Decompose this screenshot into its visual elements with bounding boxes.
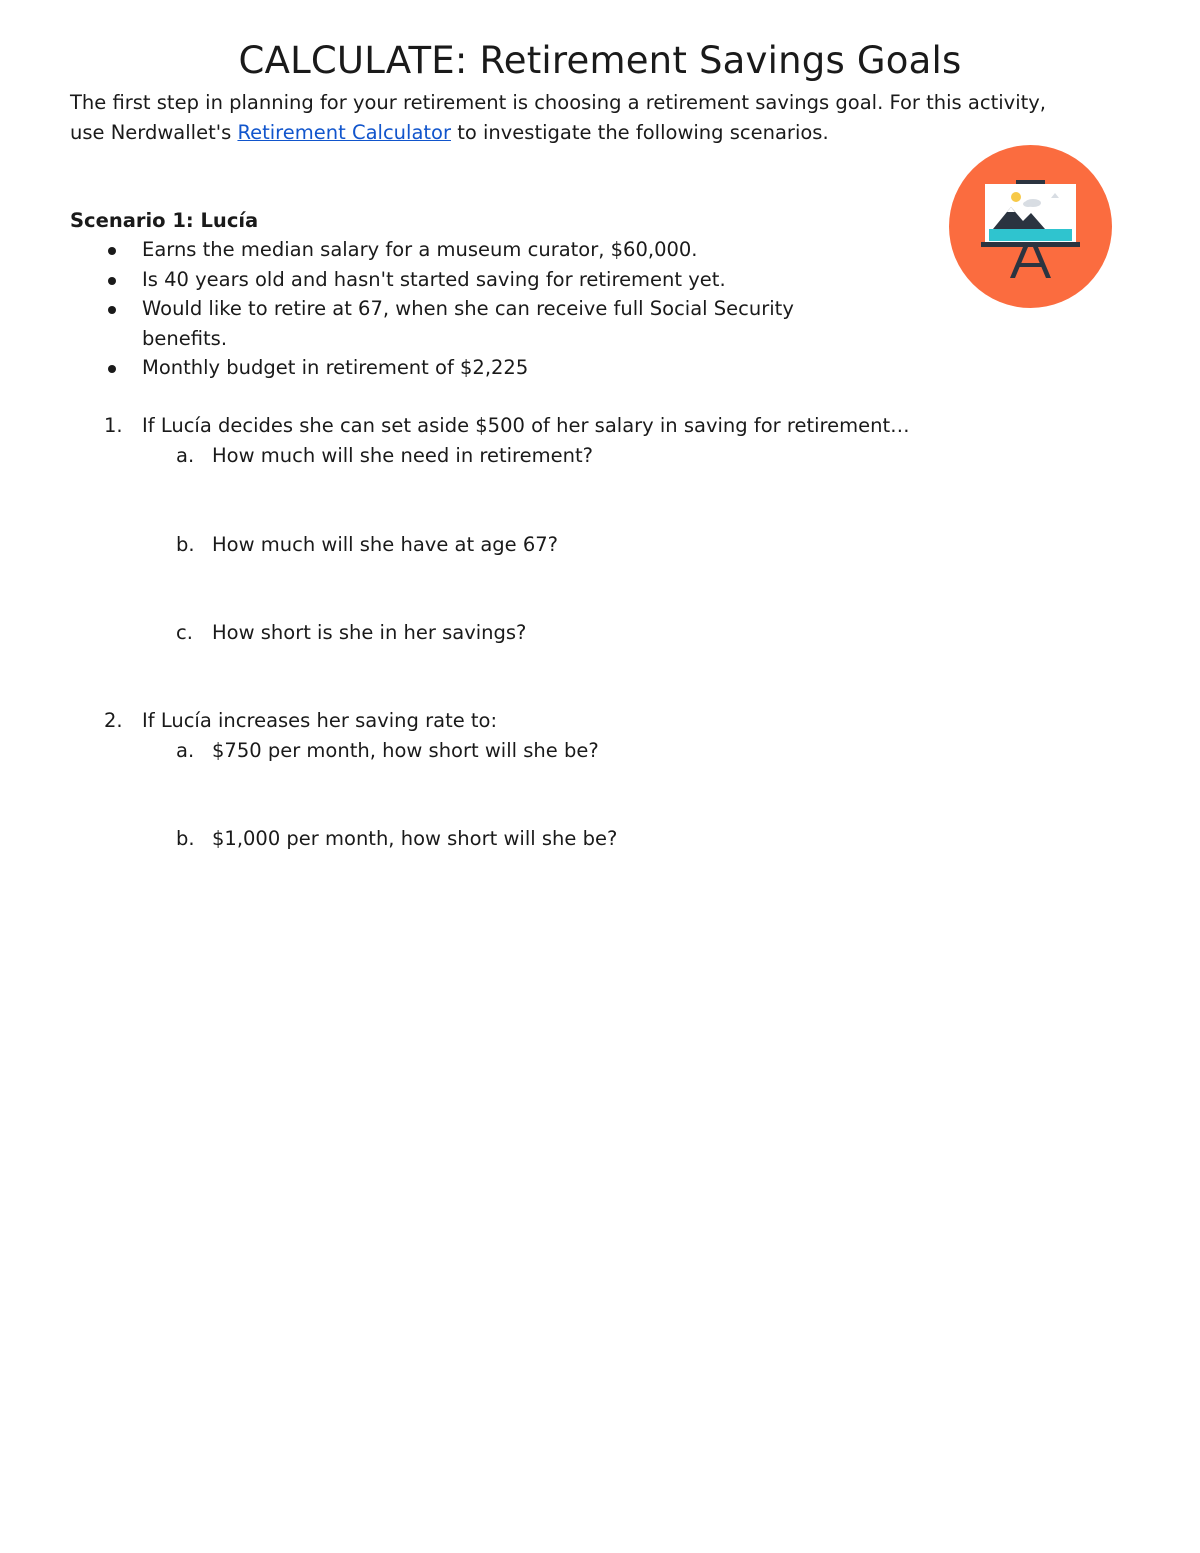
scenario-bullet-list [70, 235, 870, 383]
bullet-text: Would like to retire at 67, when she can receive full Social Security benefits. [142, 297, 794, 350]
list-item [70, 235, 870, 265]
bullet-dot [108, 247, 116, 255]
bullet-dot [108, 277, 116, 285]
question-text: If Lucía increases her saving rate to: [142, 709, 498, 732]
bullet-text: Monthly budget in retirement of $2,225 [142, 356, 529, 379]
list-item [70, 353, 870, 383]
bullet-dot [108, 365, 116, 373]
question-number: 2. [104, 709, 123, 732]
question-2a [176, 736, 599, 766]
easel-painting-icon [949, 145, 1112, 308]
sub-question-text: $750 per month, how short will she be? [212, 739, 599, 762]
list-item [70, 294, 870, 353]
sub-question-text: How short is she in her savings? [212, 621, 527, 644]
question-number: 1. [104, 414, 123, 437]
scenario-heading: Scenario 1: Lucía [70, 209, 259, 232]
intro-text-after: to investigate the following scenarios. [451, 121, 829, 144]
intro-text-before: The first step in planning for your retirement is choosing a retirement savings goal. For this activity, use Nerdwallet's [70, 91, 1046, 144]
intro-paragraph [70, 88, 1060, 148]
bullet-text: Earns the median salary for a museum curator, $60,000. [142, 238, 698, 261]
bullet-text: Is 40 years old and hasn't started saving for retirement yet. [142, 267, 726, 291]
sub-question-text: How much will she need in retirement? [212, 444, 593, 467]
sub-question-letter: b. [176, 533, 195, 556]
sub-question-letter: b. [176, 827, 195, 850]
page-title: CALCULATE: Retirement Savings Goals [238, 39, 962, 82]
question-2b [176, 824, 617, 854]
question-1b [176, 530, 558, 560]
question-2 [70, 706, 497, 736]
question-1 [70, 411, 910, 441]
sub-question-text: How much will she have at age 67? [212, 533, 559, 556]
question-1c [176, 618, 526, 648]
sub-question-letter: c. [176, 621, 193, 644]
sub-question-text: $1,000 per month, how short will she be? [212, 827, 618, 850]
list-item [70, 265, 870, 295]
retirement-calculator-link[interactable]: Retirement Calculator [237, 121, 451, 144]
sub-question-letter: a. [176, 444, 195, 467]
question-text: If Lucía decides she can set aside $500 of her salary in saving for retirement… [142, 414, 910, 437]
bullet-dot [108, 306, 116, 314]
question-1a [176, 441, 593, 471]
sub-question-letter: a. [176, 739, 195, 762]
